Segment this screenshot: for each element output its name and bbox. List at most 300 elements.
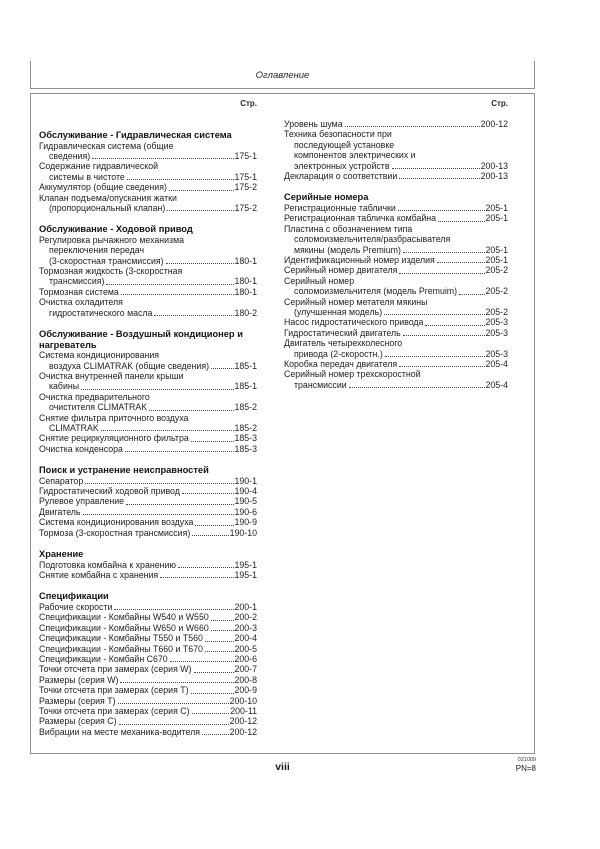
toc-entry-text: переключения передач [49, 245, 145, 256]
toc-entry-text: Спецификации - Комбайны W650 и W660 [39, 622, 209, 633]
toc-section-title: Обслуживание - Ходовой привод [39, 224, 193, 235]
toc-entry-line [284, 203, 508, 213]
footer-codes [30, 757, 536, 774]
dot-leader [192, 535, 228, 536]
toc-entry [39, 528, 257, 538]
toc-entry-text: (3-скоростная трансмиссия) [49, 255, 164, 266]
toc-entry-line [39, 193, 257, 203]
dot-leader [425, 325, 484, 326]
toc-entry-text: трансмиссия) [49, 276, 105, 287]
toc-entry-page: 200-1 [234, 601, 257, 612]
toc-entry-text: Регистрационные таблички [284, 202, 396, 213]
toc-entry [39, 517, 257, 527]
toc-entry-text: Серийный номер метателя мякины [284, 296, 428, 307]
toc-entry [284, 203, 508, 213]
toc-column-right [284, 119, 508, 737]
toc-entry-text: Рабочие скорости [39, 601, 113, 612]
toc-entry-text: трансмиссии [294, 379, 347, 390]
toc-entry [284, 224, 508, 255]
toc-entry-line [39, 570, 257, 580]
toc-entry-text: мякины (модель Premium) [294, 244, 401, 255]
dot-leader [81, 389, 233, 390]
toc-entry-page: 185-1 [234, 381, 257, 392]
toc-entry-text: Гидростатический ходовой привод [39, 486, 180, 497]
toc-entry-line [284, 234, 508, 244]
toc-entry-line [39, 517, 257, 527]
dot-leader [211, 620, 234, 621]
dot-leader [399, 178, 479, 179]
toc-entry-page: 205-2 [485, 307, 508, 317]
toc-entry-text: последующей установке [294, 139, 395, 150]
toc-entry-text: Снятие комбайна с хранения [39, 570, 159, 580]
dot-leader [166, 263, 234, 264]
toc-entry-text: системы в чистоте [49, 171, 125, 182]
toc-entry-line [284, 286, 508, 296]
toc-entry [284, 338, 508, 359]
toc-entry [39, 486, 257, 496]
toc-entry-line [39, 716, 257, 726]
toc-entry-line [39, 675, 257, 685]
toc-entry [284, 369, 508, 390]
toc-entry-line [39, 423, 257, 433]
toc-entry-page: 200-13 [480, 160, 508, 171]
dot-leader [160, 577, 233, 578]
toc-entry-text: Серийный номер трехскоростной [284, 369, 421, 380]
toc-entry-text: Насос гидростатического привода [284, 317, 424, 328]
toc-entry-text: CLIMATRAK [49, 422, 99, 433]
toc-entry-text: Подготовка комбайна к хранению [39, 559, 176, 570]
toc-entry-text: очистителя CLIMATRAK [49, 402, 148, 413]
toc-entry-page: 200-4 [234, 633, 257, 644]
toc-entry [284, 255, 508, 265]
column-page-headers [31, 99, 534, 111]
dot-leader [384, 314, 484, 315]
toc-entry-text: Очистка внутренней панели крыши [39, 370, 184, 381]
toc-entry-line [39, 476, 257, 486]
toc-entry-line [39, 685, 257, 695]
toc-entry [39, 496, 257, 506]
toc-entry-line [284, 119, 508, 129]
toc-entry [39, 182, 257, 192]
toc-section [39, 549, 257, 580]
toc-entry-page: 205-1 [485, 244, 508, 255]
toc-entry-line [39, 245, 257, 255]
toc-entry-page: 190-4 [234, 486, 257, 497]
toc-entry-text: электронных устройств [294, 160, 390, 171]
toc-entry-page: 200-8 [234, 674, 257, 685]
toc-entry-text: гидростатического масла [49, 307, 153, 318]
dot-leader [437, 262, 485, 263]
toc-entry-page: 175-2 [234, 182, 257, 193]
toc-entry-line [39, 361, 257, 371]
toc-section-title: Хранение [39, 549, 84, 560]
dot-leader [398, 210, 485, 211]
toc-entry-text: Двигатель четырехколесного [284, 338, 403, 349]
toc-entry [39, 193, 257, 214]
toc-entry-text: Спецификации - Комбайны T660 и T670 [39, 643, 203, 654]
toc-entry-text: Техника безопасности при [284, 129, 392, 140]
dot-leader [385, 356, 485, 357]
toc-section-title: Спецификации [39, 591, 109, 602]
toc-entry-line [39, 507, 257, 517]
toc-entry [284, 317, 508, 327]
toc-entry-page: 200-13 [480, 171, 508, 182]
toc-entry-text: Система кондиционирования [39, 350, 160, 361]
toc-section [39, 329, 257, 454]
dot-leader [399, 366, 484, 367]
toc-entry-page: 185-2 [234, 422, 257, 433]
toc-entry [284, 129, 508, 171]
toc-entry [39, 560, 257, 570]
toc-entry-page: 200-12 [229, 716, 257, 727]
dot-leader [154, 315, 233, 316]
dot-leader [191, 441, 234, 442]
toc-entry [39, 644, 257, 654]
toc-entry-text: соломоизмельчителя/разбрасывателя [294, 234, 451, 245]
page-column-label-left: Стр. [240, 99, 257, 108]
toc-entry-line [39, 161, 257, 171]
toc-entry-page: 195-1 [234, 559, 257, 570]
toc-entry-page: 175-1 [234, 171, 257, 182]
toc-entry-text: сведения) [49, 150, 91, 161]
toc-entry-line [39, 528, 257, 538]
toc-entry-line [39, 308, 257, 318]
toc-entry-page: 190-1 [234, 475, 257, 486]
toc-entry-text: Спецификации - Комбайны W540 и W550 [39, 612, 209, 623]
toc-entry-line [39, 433, 257, 443]
toc-entry-text: Серийный номер [284, 275, 355, 286]
toc-section [39, 224, 257, 318]
toc-entry-page: 175-2 [234, 202, 257, 213]
toc-entry-line [39, 496, 257, 506]
toc-entry-text: (пропорциональный клапан) [49, 202, 166, 213]
toc-entry-text: Тормоза (3-скоростная трансмиссия) [39, 527, 191, 538]
toc-entry-line [284, 338, 508, 348]
toc-entry-line [284, 255, 508, 265]
toc-entry [39, 297, 257, 318]
toc-entry [39, 623, 257, 633]
toc-entry-text: Тормозная жидкость (3-скоростная [39, 266, 183, 277]
toc-entry-page: 205-2 [485, 286, 508, 297]
toc-entry-line [39, 266, 257, 276]
toc-entry [39, 266, 257, 287]
dot-leader [119, 724, 229, 725]
toc-entry-text: Содержание гидравлической [39, 161, 159, 172]
toc-entry-page: 200-2 [234, 612, 257, 623]
toc-entry-text: компонентов электрических и [294, 150, 416, 161]
toc-entry-line [39, 706, 257, 716]
toc-entry-page: 205-3 [485, 348, 508, 359]
toc-entry-line [39, 256, 257, 266]
dot-leader [120, 682, 233, 683]
toc-entry-line [39, 276, 257, 286]
toc-frame [30, 93, 535, 754]
toc-entry-line [39, 612, 257, 622]
toc-entry-page: 200-7 [234, 664, 257, 675]
toc-entry-page: 205-3 [485, 327, 508, 338]
toc-entry-page: 205-4 [485, 379, 508, 390]
toc-entry-line [284, 161, 508, 171]
toc-entry-text: Точки отсчета при замерах (серия W) [39, 664, 192, 675]
toc-section [284, 119, 508, 181]
toc-entry-page: 190-9 [234, 517, 257, 528]
toc-entry [284, 265, 508, 275]
toc-entry [39, 161, 257, 182]
toc-entry-text: Гидравлическая система (общие [39, 140, 174, 151]
toc-entry-line [39, 602, 257, 612]
toc-entry [39, 413, 257, 434]
toc-columns [31, 119, 534, 737]
toc-entry [39, 476, 257, 486]
footer-print-code: 021009 [517, 757, 536, 763]
toc-entry-page: 200-3 [234, 622, 257, 633]
toc-section [39, 591, 257, 737]
toc-entry [39, 235, 257, 266]
dot-leader [403, 252, 485, 253]
dot-leader [392, 168, 480, 169]
toc-section [39, 465, 257, 538]
dot-leader [101, 430, 234, 431]
toc-entry-text: привода (2-скоростн.) [294, 348, 383, 359]
toc-entry-line [39, 371, 257, 381]
toc-entry-line [39, 444, 257, 454]
toc-entry-line [39, 633, 257, 643]
toc-entry [39, 602, 257, 612]
toc-entry-page: 205-1 [485, 254, 508, 265]
toc-entry-page: 200-12 [229, 726, 257, 737]
dot-leader [85, 483, 233, 484]
toc-entry-line [39, 151, 257, 161]
toc-entry-line [39, 644, 257, 654]
dot-leader [127, 179, 234, 180]
toc-entry-text: Размеры (серия T) [39, 695, 116, 706]
toc-entry-line [284, 171, 508, 181]
toc-entry-text: Точки отсчета при замерах (серия T) [39, 685, 189, 696]
toc-entry-line [284, 328, 508, 338]
toc-entry-page: 185-3 [234, 433, 257, 444]
toc-entry-text: Размеры (серия C) [39, 716, 117, 727]
toc-entry-page: 185-1 [234, 360, 257, 371]
toc-entry-line [39, 350, 257, 360]
toc-entry-text: Рулевое управление [39, 496, 125, 507]
toc-entry-text: Клапан подъема/опускания жатки [39, 192, 177, 203]
toc-entry-page: 190-10 [229, 527, 257, 538]
toc-entry-text: Идентификационный номер изделия [284, 254, 435, 265]
toc-entry-line [39, 664, 257, 674]
toc-entry-page: 190-6 [234, 506, 257, 517]
toc-entry [284, 276, 508, 297]
toc-entry-text: соломоизмельчителя (модель Premuim) [294, 286, 458, 297]
toc-entry-line [284, 297, 508, 307]
toc-section-title: Поиск и устранение неисправностей [39, 465, 209, 476]
footer-pn-label: PN=8 [515, 764, 536, 773]
dot-leader [106, 284, 233, 285]
toc-entry-text: Двигатель [39, 506, 81, 517]
toc-entry-line [39, 203, 257, 213]
toc-entry-line [284, 224, 508, 234]
toc-entry-page: 205-4 [485, 359, 508, 370]
toc-entry-line [284, 265, 508, 275]
toc-entry [39, 685, 257, 695]
toc-entry-text: (улучшенная модель) [294, 307, 383, 317]
toc-entry [39, 612, 257, 622]
toc-entry-line [284, 213, 508, 223]
toc-entry-text: Коробка передач двигателя [284, 359, 398, 370]
toc-entry-line [39, 182, 257, 192]
toc-entry-text: Точки отсчета при замерах (серия C) [39, 705, 190, 716]
toc-column-left [39, 119, 257, 737]
toc-entry [39, 654, 257, 664]
toc-entry-text: Снятие рециркуляционного фильтра [39, 433, 189, 444]
toc-entry-line [39, 654, 257, 664]
toc-entry-text: кабины [49, 381, 80, 392]
toc-entry-line [39, 141, 257, 151]
toc-entry-page: 200-11 [230, 705, 257, 716]
toc-entry-text: Тормозная система [39, 286, 119, 297]
toc-entry-page: 200-5 [234, 643, 257, 654]
toc-entry-text: Очистка предварительного [39, 391, 150, 402]
toc-entry-page: 180-1 [234, 286, 257, 297]
page-title: Оглавление [255, 70, 310, 81]
toc-entry-line [39, 381, 257, 391]
dot-leader [167, 210, 233, 211]
toc-entry-text: Вибрации на месте механика-водителя [39, 726, 201, 737]
toc-entry-line [39, 486, 257, 496]
dot-leader [114, 609, 233, 610]
toc-entry-line [284, 380, 508, 390]
dot-leader [118, 703, 229, 704]
toc-entry [39, 287, 257, 297]
toc-entry [284, 213, 508, 223]
toc-entry-line [284, 307, 508, 317]
toc-entry-line [39, 392, 257, 402]
toc-section-title: Серийные номера [284, 192, 369, 203]
dot-leader [195, 525, 233, 526]
toc-entry-text: Пластина с обозначением типа [284, 223, 413, 234]
toc-section [284, 192, 508, 390]
toc-entry-page: 205-3 [485, 317, 508, 328]
toc-entry-text: Сепаратор [39, 475, 84, 486]
toc-section-title: Обслуживание - Гидравлическая система [39, 130, 232, 140]
toc-entry-page: 200-12 [480, 119, 508, 129]
toc-entry-page: 185-2 [234, 402, 257, 413]
toc-entry-page: 190-5 [234, 496, 257, 507]
footer-page-number: viii [275, 761, 290, 773]
toc-entry-text: Гидростатический двигатель [284, 327, 401, 338]
dot-leader [403, 335, 485, 336]
toc-entry [39, 696, 257, 706]
toc-entry-text: Регулировка рычажного механизма [39, 234, 185, 245]
toc-entry [284, 171, 508, 181]
dot-leader [202, 734, 229, 735]
toc-entry-text: Декларация о соответствии [284, 171, 398, 182]
dot-leader [205, 641, 234, 642]
toc-section-title: Обслуживание - Воздушный кондиционер и нагреватель [39, 329, 243, 350]
toc-entry-line [284, 349, 508, 359]
toc-entry-text: Система кондиционирования воздуха [39, 517, 194, 528]
toc-entry [284, 328, 508, 338]
toc-entry [39, 444, 257, 454]
toc-entry-text: воздуха CLIMATRAK (общие сведения) [49, 360, 210, 371]
toc-entry [39, 507, 257, 517]
toc-entry-page: 185-3 [234, 443, 257, 454]
toc-entry-page: 180-1 [234, 276, 257, 287]
toc-entry [39, 675, 257, 685]
dot-leader [192, 713, 230, 714]
toc-entry [39, 727, 257, 737]
toc-entry [39, 350, 257, 371]
toc-entry [39, 141, 257, 162]
dot-leader [194, 672, 234, 673]
toc-entry-page: 180-2 [234, 307, 257, 318]
toc-entry-page: 200-10 [229, 695, 257, 706]
dot-leader [169, 190, 234, 191]
toc-entry-line [284, 276, 508, 286]
toc-entry-page: 200-9 [234, 685, 257, 696]
toc-entry-page: 195-1 [234, 570, 257, 580]
dot-leader [125, 451, 234, 452]
toc-entry-text: Спецификации - Комбайны T550 и T560 [39, 633, 203, 644]
dot-leader [178, 567, 234, 568]
toc-entry-line [39, 402, 257, 412]
toc-entry-page: 205-1 [485, 202, 508, 213]
toc-entry-text: Регистрационная табличка комбайна [284, 213, 437, 224]
toc-entry-line [284, 140, 508, 150]
toc-entry [39, 716, 257, 726]
toc-entry [39, 570, 257, 580]
dot-leader [126, 504, 233, 505]
toc-entry [39, 706, 257, 716]
toc-entry [39, 664, 257, 674]
dot-leader [83, 514, 234, 515]
dot-leader [459, 294, 484, 295]
toc-entry-line [284, 245, 508, 255]
dot-leader [121, 294, 234, 295]
toc-entry-line [39, 727, 257, 737]
toc-entry-page: 200-6 [234, 653, 257, 664]
toc-section [39, 130, 257, 213]
toc-entry-text: Очистка конденсора [39, 443, 123, 454]
toc-entry-line [39, 623, 257, 633]
toc-entry-page: 205-2 [485, 265, 508, 276]
toc-entry-line [284, 150, 508, 160]
toc-entry-text: Очистка охладителя [39, 297, 123, 308]
toc-entry-line [284, 317, 508, 327]
dot-leader [399, 273, 484, 274]
toc-entry [284, 119, 508, 129]
dot-leader [170, 661, 234, 662]
toc-entry [284, 359, 508, 369]
toc-entry-line [39, 235, 257, 245]
toc-entry-page: 205-1 [485, 213, 508, 224]
dot-leader [205, 651, 234, 652]
dot-leader [349, 387, 485, 388]
dot-leader [211, 368, 233, 369]
page-header-band [30, 61, 535, 89]
toc-entry-line [284, 369, 508, 379]
toc-entry [39, 392, 257, 413]
toc-entry-text: Снятие фильтра приточного воздуха [39, 412, 189, 423]
toc-entry [39, 371, 257, 392]
page-column-label-right: Стр. [491, 99, 508, 108]
dot-leader [149, 410, 233, 411]
dot-leader [438, 221, 484, 222]
toc-entry-line [39, 287, 257, 297]
toc-entry-text: Уровень шума [284, 119, 343, 129]
toc-entry-page: 175-1 [234, 150, 257, 161]
toc-entry-text: Аккумулятор (общие сведения) [39, 182, 167, 193]
toc-entry-line [284, 359, 508, 369]
